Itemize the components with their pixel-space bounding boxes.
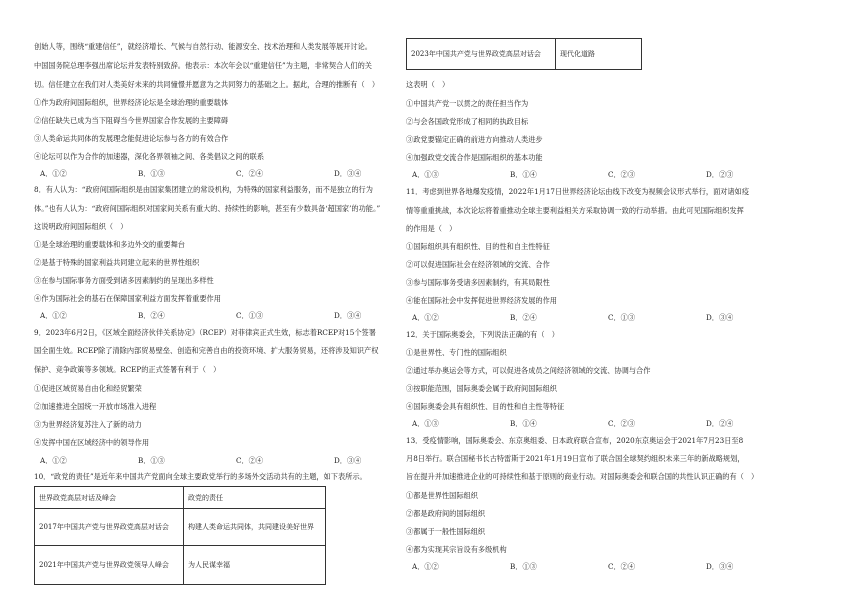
choice-d: D．③④ — [706, 562, 734, 571]
answer-choices — [412, 562, 746, 572]
option-item: ①是全球治理的重要载体和多边外交的重要舞台 — [34, 240, 185, 249]
option-item: ④能在国际社会中发挥促进世界经济发展的作用 — [406, 296, 557, 305]
question-text: 11．考虑到世界各地爆发疫情，2022年1月17日世界经济论坛由线下改变为视频会议形式举行，面对诸如疫 — [406, 187, 750, 196]
choice-d: D．③④ — [334, 456, 362, 465]
answer-choices — [40, 456, 374, 466]
option-item: ③按职能范围，国际奥委会属于政府间国际组织 — [406, 384, 557, 393]
option-item: ①促进区域贸易自由化和经贸繁荣 — [34, 384, 142, 393]
table-row — [35, 546, 326, 585]
answer-choices — [412, 419, 746, 429]
table-cell: 现代化道路 — [556, 39, 642, 70]
answer-choices — [412, 313, 746, 323]
table-header-row — [35, 487, 326, 509]
question-text: 情等重重挑战，本次论坛将着重推动全球主要利益相关方采取协调一致的行动举措。由此可见国际组织发挥 — [406, 206, 744, 215]
option-item: ①作为政府间国际组织，世界经济论坛是全球治理的重要载体 — [34, 98, 229, 107]
option-item: ①中国共产党一以贯之的责任担当作为 — [406, 99, 529, 108]
option-item: ④国际奥委会具有组织性、目的性和自主性等特征 — [406, 402, 565, 411]
choice-b: B．①③ — [138, 456, 165, 465]
choice-c: C．②④ — [236, 169, 264, 178]
option-item: ③政党要锚定正确的前进方向推动人类进步 — [406, 135, 543, 144]
choice-d: D．③④ — [334, 169, 362, 178]
question-text: 9．2023年6月2日，《区域全面经济伙伴关系协定》（RCEP）对菲律宾正式生效，标志着RCEP对15个签署 — [34, 328, 376, 337]
choice-d: D．②③ — [706, 170, 734, 179]
option-item: ③都属于一般性国际组织 — [406, 527, 486, 536]
option-item: ①国际组织具有组织性、目的性和自主性特征 — [406, 242, 550, 251]
answer-choices — [412, 170, 746, 180]
choice-c: C．②④ — [236, 456, 264, 465]
question-text: 8．有人认为：“政府间国际组织是由国家集团建立的常设机构，为特殊的国家利益服务，而不是独立的行为 — [34, 185, 373, 194]
option-item: ③在参与国际事务方面受到诸多因素制约的呈现出多样性 — [34, 276, 214, 285]
question-text: 体。”也有人认为：“政府间国际组织对国家间关系有重大的、持续性的影响，甚至有少数具备‘超国家’的功能。” — [34, 204, 381, 213]
answer-choices — [40, 311, 374, 321]
table-row — [35, 509, 326, 546]
question-text: 的作用是（ ） — [406, 224, 457, 233]
table-cell: 构建人类命运共同体，共同建设美好世界 — [184, 509, 326, 546]
question-text: 12．关于国际奥委会，下列说法正确的有（ ） — [406, 330, 559, 339]
text-line: 切。信任建立在我们对人类美好未来的共同憧憬并愿意为之共同努力的基础之上。据此，合理的推断有（ ） — [34, 80, 380, 89]
choice-c: C．②④ — [608, 562, 636, 571]
choice-d: D．②④ — [706, 419, 734, 428]
table-header-cell: 世界政党高层对话及峰会 — [35, 487, 184, 509]
option-item: ③为世界经济复苏注入了新的动力 — [34, 420, 142, 429]
table-row — [407, 39, 642, 70]
choice-a: A．①② — [40, 169, 67, 178]
choice-b: B．②④ — [138, 311, 165, 320]
table-cell: 2023年中国共产党与世界政党高层对话会 — [407, 39, 556, 70]
table-cell: 2021年中国共产党与世界政党领导人峰会 — [35, 546, 184, 585]
option-item: ③人类命运共同体的发展理念能促进论坛参与各方的有效合作 — [34, 134, 229, 143]
choice-a: A．①② — [40, 456, 67, 465]
question-text: 10．“政党的责任”是近年来中国共产党面向全球主要政党举行的多场外交活动共有的主题，如下表所示。 — [34, 472, 367, 481]
choice-a: A．①② — [412, 562, 439, 571]
question-text: 13．受疫情影响，国际奥委会、东京奥组委、日本政府联合宣布，2020东京奥运会于2021年7月23日至8 — [406, 436, 744, 445]
text-line: 创始人等，围绕“重建信任”，就经济增长、气候与自然行动、能源安全、技术治理和人类发展等展开讨论。 — [34, 42, 372, 51]
table-header-cell: 政党的责任 — [184, 487, 326, 509]
option-item: ②是基于特殊的国家利益共同建立起来的世界性组织 — [34, 258, 200, 267]
option-item: ③参与国际事务受诸多因素制约，有其局限性 — [406, 278, 550, 287]
choice-a: A．①② — [40, 311, 67, 320]
party-responsibility-table — [34, 486, 326, 585]
party-responsibility-table-continued — [406, 38, 642, 70]
option-item: ②都是政府间的国际组织 — [406, 509, 486, 518]
option-item: ②与会各国政党形成了相同的执政目标 — [406, 117, 529, 126]
question-text: 国全面生效。RCEP除了清除内部贸易壁垒、创造和完善自由的投资环境、扩大服务贸易，还将涉及知识产权 — [34, 346, 379, 355]
option-item: ②加速推进全国统一开放市场准入进程 — [34, 402, 157, 411]
choice-b: B．①④ — [510, 170, 537, 179]
option-item: ②可以促进国际社会在经济领域的交流、合作 — [406, 260, 550, 269]
choice-b: B．②④ — [510, 313, 537, 322]
option-item: ④作为国际社会的基石在保障国家利益方面发挥着重要作用 — [34, 294, 221, 303]
option-item: ②通过举办奥运会等方式，可以促进各成员之间经济领域的交流、协调与合作 — [406, 366, 651, 375]
choice-d: D．③④ — [334, 311, 362, 320]
option-item: ②信任缺失已成为当下阻碍当今世界国家合作发展的主要障碍 — [34, 116, 229, 125]
text-line: 中国国务院总理李强出席论坛并发表特别致辞。他表示：本次年会以“重建信任”为主题，非常契合人们的关 — [34, 61, 372, 70]
option-item: ④发挥中国在区域经济中的领导作用 — [34, 438, 150, 447]
choice-b: B．①③ — [510, 562, 537, 571]
option-item: ④论坛可以作为合作的加速器，深化各界领袖之间、各类倡议之间的联系 — [34, 152, 265, 161]
question-text: 旨在提升并加速推进企业的可持续性和基于原则的商业行动。对国际奥委会和联合国的共性认识正确的有（ ） — [406, 472, 759, 481]
question-text: 这表明（ ） — [406, 80, 450, 89]
question-text: 这说明政府间国际组织（ ） — [34, 222, 128, 231]
table-cell: 为人民谋幸福 — [184, 546, 326, 585]
choice-a: A．①③ — [412, 419, 439, 428]
choice-a: A．①③ — [412, 170, 439, 179]
choice-a: A．①② — [412, 313, 439, 322]
table-cell: 2017年中国共产党与世界政党高层对话会 — [35, 509, 184, 546]
option-item: ④都为实现其宗旨设有多级机构 — [406, 545, 507, 554]
choice-b: B．①④ — [510, 419, 537, 428]
choice-b: B．①③ — [138, 169, 165, 178]
option-item: ①都是世界性国际组织 — [406, 491, 478, 500]
option-item: ④加强政党交流合作是国际组织的基本功能 — [406, 153, 543, 162]
choice-c: C．①③ — [608, 313, 636, 322]
option-item: ①是世界性、专门性的国际组织 — [406, 348, 507, 357]
choice-c: C．②③ — [608, 419, 636, 428]
question-text: 月8日举行。联合国秘书长古特雷斯于2021年1月19日宣布了联合国全球契约组织未来三年的新战略规划， — [406, 454, 745, 463]
answer-choices — [40, 169, 374, 179]
choice-d: D．③④ — [706, 313, 734, 322]
question-text: 保护、竞争政策等多领域。RCEP的正式签署有利于（ ） — [34, 365, 221, 374]
choice-c: C．①③ — [236, 311, 264, 320]
choice-c: C．②③ — [608, 170, 636, 179]
